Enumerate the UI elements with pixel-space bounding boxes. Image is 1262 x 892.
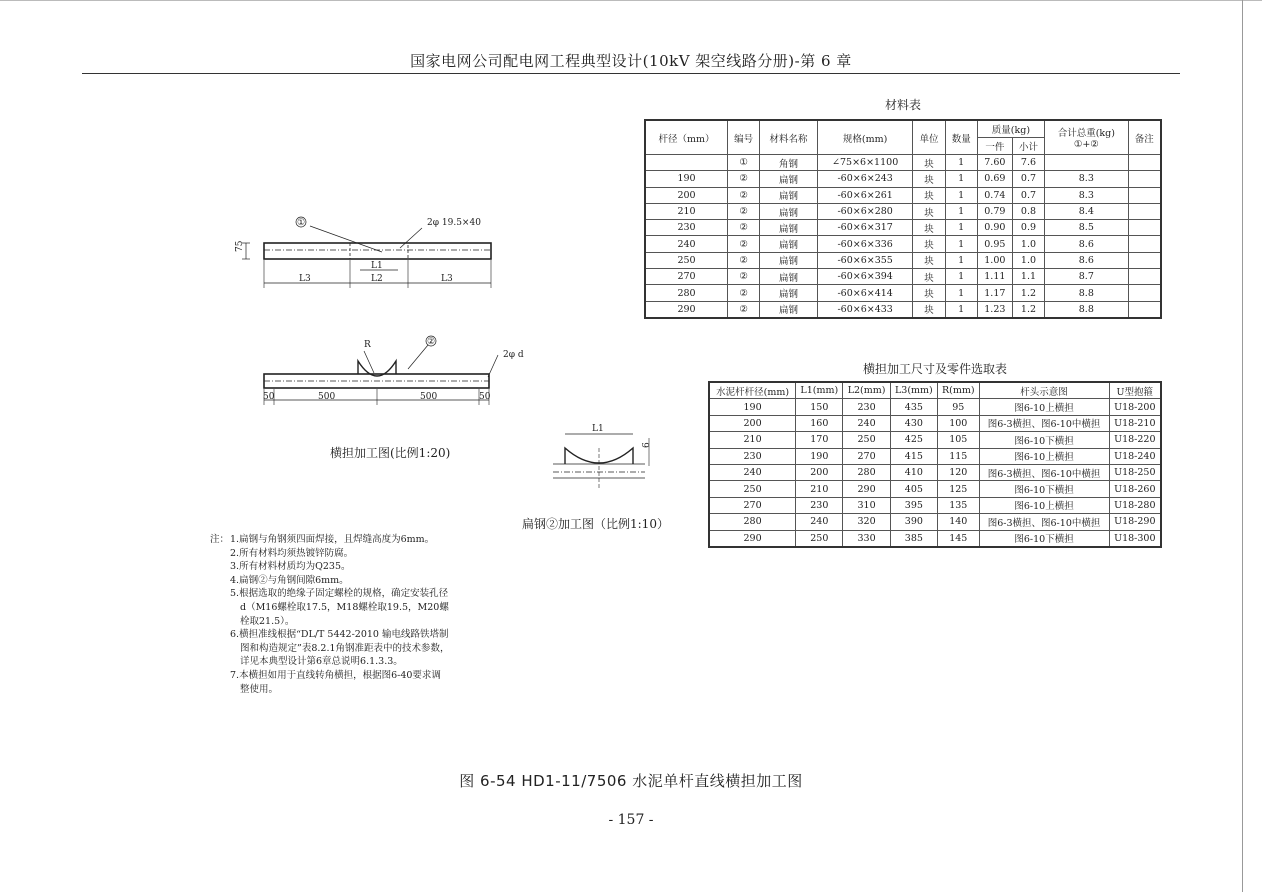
processing-cell: 120 [938, 464, 980, 480]
processing-cell: 160 [796, 415, 843, 431]
processing-cell: 410 [890, 464, 937, 480]
materials-cell: ② [728, 203, 760, 219]
processing-cell: U18-210 [1109, 415, 1161, 431]
materials-cell: 0.79 [977, 203, 1012, 219]
processing-cell: U18-240 [1109, 448, 1161, 464]
materials-row [645, 220, 1161, 236]
materials-cell: 扁钢 [760, 285, 818, 301]
processing-cell: 290 [709, 530, 796, 547]
processing-row [709, 497, 1161, 513]
processing-cell: 图6-10下横担 [979, 530, 1109, 547]
dim-l2-label: L2 [371, 274, 383, 284]
note-item: 6.横担准线根据“DL/T 5442-2010 输电线路铁塔制图和构造规定”表8.2.1角钢准距表中的技术参数，详见本典型设计第6章总说明6.1.3.3。 [230, 629, 450, 668]
materials-cell: 1 [945, 220, 977, 236]
materials-cell: ② [728, 171, 760, 187]
materials-cell: 210 [645, 203, 728, 219]
processing-cell: U18-200 [1109, 399, 1161, 415]
processing-table [708, 381, 1162, 548]
processing-cell: 135 [938, 497, 980, 513]
processing-header-cell: 水泥杆杆径(mm) [709, 382, 796, 399]
note-item: 2.所有材料均须热镀锌防腐。 [230, 547, 354, 559]
materials-cell: 0.95 [977, 236, 1012, 252]
materials-cell: 块 [913, 285, 945, 301]
materials-cell: 190 [645, 171, 728, 187]
materials-cell [1128, 155, 1161, 171]
materials-cell: ② [728, 301, 760, 318]
materials-cell: 扁钢 [760, 236, 818, 252]
materials-cell [1128, 269, 1161, 285]
materials-cell [1128, 187, 1161, 203]
col-mass-each: 一件 [977, 138, 1012, 155]
processing-table-title: 横担加工尺寸及零件选取表 [862, 362, 1007, 376]
dim-500-right-label: 500 [420, 392, 438, 402]
dim-500-left-label: 500 [318, 392, 336, 402]
processing-row [709, 481, 1161, 497]
materials-cell: 0.7 [1012, 171, 1044, 187]
header-rule [82, 73, 1180, 74]
crossarm-plan-drawing [232, 212, 492, 292]
processing-row [709, 415, 1161, 431]
processing-header-cell: L1(mm) [796, 382, 843, 399]
processing-cell: 390 [890, 514, 937, 530]
materials-cell: 280 [645, 285, 728, 301]
materials-cell [1128, 285, 1161, 301]
materials-cell: 1 [945, 203, 977, 219]
materials-cell: 块 [913, 220, 945, 236]
marker-1-label: ① [297, 218, 306, 228]
materials-cell: 扁钢 [760, 269, 818, 285]
hole-d-label: 2φ d [503, 350, 524, 360]
materials-cell [1128, 203, 1161, 219]
processing-row [709, 399, 1161, 415]
processing-cell: 200 [709, 415, 796, 431]
materials-cell: 块 [913, 252, 945, 268]
processing-cell: 图6-10上横担 [979, 497, 1109, 513]
page-border-right [1242, 0, 1243, 892]
materials-cell: 8.4 [1045, 203, 1129, 219]
materials-cell: 1.11 [977, 269, 1012, 285]
materials-cell: 1.2 [1012, 285, 1044, 301]
materials-cell: 扁钢 [760, 220, 818, 236]
processing-cell: U18-290 [1109, 514, 1161, 530]
processing-cell: 250 [709, 481, 796, 497]
processing-cell: 415 [890, 448, 937, 464]
page-border-top [0, 0, 1262, 1]
notes-label: 注： [210, 534, 230, 545]
processing-cell: 240 [843, 415, 890, 431]
processing-cell: 240 [709, 464, 796, 480]
processing-cell: 105 [938, 432, 980, 448]
col-qty: 数量 [945, 120, 977, 155]
processing-cell: 270 [709, 497, 796, 513]
hole-spec-label: 2φ 19.5×40 [427, 218, 481, 228]
materials-cell: ∠75×6×1100 [817, 155, 912, 171]
processing-cell: 405 [890, 481, 937, 497]
notes-block [210, 533, 450, 696]
materials-row [645, 155, 1161, 171]
crossarm-drawing-caption: 横担加工图(比例1:20) [330, 446, 451, 460]
processing-row [709, 530, 1161, 547]
processing-cell: 图6-10上横担 [979, 399, 1109, 415]
materials-cell: -60×6×433 [817, 301, 912, 318]
materials-cell: 1.2 [1012, 301, 1044, 318]
processing-cell: U18-260 [1109, 481, 1161, 497]
materials-cell: 扁钢 [760, 252, 818, 268]
materials-cell: 1 [945, 252, 977, 268]
processing-cell: 图6-10上横担 [979, 448, 1109, 464]
materials-cell: ② [728, 252, 760, 268]
processing-cell: 210 [796, 481, 843, 497]
materials-cell: 角钢 [760, 155, 818, 171]
materials-cell: 8.3 [1045, 171, 1129, 187]
processing-cell: 145 [938, 530, 980, 547]
processing-cell: 280 [709, 514, 796, 530]
materials-cell: 8.8 [1045, 285, 1129, 301]
materials-cell: 1 [945, 171, 977, 187]
processing-cell: 430 [890, 415, 937, 431]
materials-cell: 8.6 [1045, 252, 1129, 268]
materials-cell: 0.7 [1012, 187, 1044, 203]
col-unit: 单位 [913, 120, 945, 155]
processing-row [709, 464, 1161, 480]
materials-cell: 8.5 [1045, 220, 1129, 236]
note-item: 1.扁钢与角钢须四面焊接，且焊缝高度为6mm。 [230, 534, 435, 545]
materials-row [645, 236, 1161, 252]
materials-cell: -60×6×355 [817, 252, 912, 268]
materials-cell: ② [728, 285, 760, 301]
materials-cell: -60×6×414 [817, 285, 912, 301]
materials-table-title: 材料表 [884, 98, 921, 112]
materials-cell [1128, 220, 1161, 236]
materials-row [645, 252, 1161, 268]
materials-cell: 250 [645, 252, 728, 268]
materials-cell: 1.17 [977, 285, 1012, 301]
processing-cell: 210 [709, 432, 796, 448]
processing-cell: 270 [843, 448, 890, 464]
processing-cell: 140 [938, 514, 980, 530]
materials-cell: 8.8 [1045, 301, 1129, 318]
processing-cell: 125 [938, 481, 980, 497]
materials-cell: 1 [945, 269, 977, 285]
page-header: 国家电网公司配电网工程典型设计(10kV 架空线路分册)-第 6 章 [410, 52, 852, 70]
processing-cell: 395 [890, 497, 937, 513]
processing-cell: 95 [938, 399, 980, 415]
processing-cell: 115 [938, 448, 980, 464]
materials-cell: 扁钢 [760, 171, 818, 187]
marker-2-label: ② [427, 337, 436, 347]
dim-75-label: 75 [235, 240, 245, 252]
materials-cell: 1.23 [977, 301, 1012, 318]
materials-cell: -60×6×243 [817, 171, 912, 187]
materials-cell [645, 155, 728, 171]
materials-cell [1045, 155, 1129, 171]
processing-cell: 190 [709, 399, 796, 415]
processing-header-cell: R(mm) [938, 382, 980, 399]
col-pole: 杆径（mm） [645, 120, 728, 155]
processing-cell: 320 [843, 514, 890, 530]
processing-cell: 170 [796, 432, 843, 448]
materials-row [645, 285, 1161, 301]
processing-cell: 图6-3横担、图6-10中横担 [979, 464, 1109, 480]
dim-50-right-label: 50 [479, 392, 491, 402]
materials-cell: 1.00 [977, 252, 1012, 268]
materials-row [645, 187, 1161, 203]
materials-cell: 7.60 [977, 155, 1012, 171]
processing-cell: 230 [709, 448, 796, 464]
materials-cell: 块 [913, 187, 945, 203]
materials-cell [1128, 252, 1161, 268]
flat-steel-drawing [545, 420, 675, 500]
col-name: 材料名称 [760, 120, 818, 155]
materials-cell: 1 [945, 187, 977, 203]
materials-cell: 8.6 [1045, 236, 1129, 252]
note-item: 5.根据选取的绝缘子固定螺栓的规格，确定安装孔径d（M16螺栓取17.5，M18螺栓取19.5，M20螺栓取21.5）。 [230, 588, 449, 627]
materials-cell: ② [728, 220, 760, 236]
note-item: 4.扁钢②与角钢间隙6mm。 [230, 574, 349, 586]
processing-cell: U18-280 [1109, 497, 1161, 513]
crossarm-elevation-drawing [248, 333, 548, 413]
materials-cell: 8.3 [1045, 187, 1129, 203]
flat-steel-drawing-caption: 扁钢②加工图（比例1:10） [522, 517, 669, 531]
materials-cell: 270 [645, 269, 728, 285]
materials-cell: 0.90 [977, 220, 1012, 236]
processing-cell: 425 [890, 432, 937, 448]
col-total: 合计总重(kg) ①+② [1045, 120, 1129, 155]
materials-cell: 块 [913, 171, 945, 187]
materials-cell: 1.0 [1012, 252, 1044, 268]
note-item: 3.所有材料材质均为Q235。 [230, 561, 351, 573]
processing-cell: 310 [843, 497, 890, 513]
materials-cell: 1 [945, 301, 977, 318]
materials-row [645, 269, 1161, 285]
processing-cell: U18-250 [1109, 464, 1161, 480]
materials-cell: 0.8 [1012, 203, 1044, 219]
col-mass-sub: 小计 [1012, 138, 1044, 155]
processing-cell: U18-300 [1109, 530, 1161, 547]
materials-cell: 1 [945, 285, 977, 301]
materials-row [645, 301, 1161, 318]
materials-row [645, 171, 1161, 187]
materials-cell: 扁钢 [760, 187, 818, 203]
materials-cell: ① [728, 155, 760, 171]
flat-l1-label: L1 [592, 424, 604, 434]
dim-l3-left-label: L3 [299, 274, 311, 284]
materials-cell: 290 [645, 301, 728, 318]
processing-cell: 435 [890, 399, 937, 415]
materials-cell [1128, 171, 1161, 187]
materials-cell [1128, 301, 1161, 318]
angle-steel-outline [264, 243, 491, 259]
col-mass: 质量(kg) [977, 120, 1044, 138]
materials-cell: 0.74 [977, 187, 1012, 203]
page-number: - 157 - [608, 812, 654, 828]
materials-cell: 7.6 [1012, 155, 1044, 171]
processing-cell: 385 [890, 530, 937, 547]
materials-cell: -60×6×280 [817, 203, 912, 219]
materials-cell: 200 [645, 187, 728, 203]
dim-l1-label: L1 [371, 261, 383, 271]
materials-cell: 块 [913, 236, 945, 252]
processing-header-cell: U型抱箍 [1109, 382, 1161, 399]
processing-cell: 230 [796, 497, 843, 513]
materials-cell [1128, 236, 1161, 252]
processing-cell: 250 [843, 432, 890, 448]
processing-cell: 150 [796, 399, 843, 415]
processing-cell: 330 [843, 530, 890, 547]
materials-cell: 240 [645, 236, 728, 252]
processing-cell: 230 [843, 399, 890, 415]
materials-cell: 1 [945, 236, 977, 252]
processing-header-cell: L2(mm) [843, 382, 890, 399]
materials-row [645, 203, 1161, 219]
processing-cell: 100 [938, 415, 980, 431]
processing-cell: 290 [843, 481, 890, 497]
materials-cell: 块 [913, 155, 945, 171]
materials-cell: 0.9 [1012, 220, 1044, 236]
processing-header-cell: 杆头示意图 [979, 382, 1109, 399]
col-remark: 备注 [1128, 120, 1161, 155]
processing-row [709, 448, 1161, 464]
note-item: 7.本横担如用于直线转角横担，根据图6-40要求调整使用。 [230, 669, 441, 695]
materials-cell: 块 [913, 203, 945, 219]
materials-cell: 230 [645, 220, 728, 236]
materials-cell: 扁钢 [760, 203, 818, 219]
processing-cell: 图6-3横担、图6-10中横担 [979, 514, 1109, 530]
materials-cell: -60×6×317 [817, 220, 912, 236]
processing-row [709, 514, 1161, 530]
materials-cell: ② [728, 269, 760, 285]
materials-cell: 扁钢 [760, 301, 818, 318]
radius-label: R [364, 340, 371, 350]
processing-cell: 图6-3横担、图6-10中横担 [979, 415, 1109, 431]
materials-cell: 1.1 [1012, 269, 1044, 285]
materials-cell: 1 [945, 155, 977, 171]
dim-l3-right-label: L3 [441, 274, 453, 284]
materials-cell: 块 [913, 301, 945, 318]
col-no: 编号 [728, 120, 760, 155]
materials-cell: -60×6×261 [817, 187, 912, 203]
processing-cell: 190 [796, 448, 843, 464]
materials-cell: -60×6×336 [817, 236, 912, 252]
materials-cell: ② [728, 187, 760, 203]
processing-cell: 图6-10下横担 [979, 481, 1109, 497]
materials-table [644, 119, 1162, 319]
gap-6-label: 6 [642, 442, 652, 448]
processing-cell: 280 [843, 464, 890, 480]
materials-cell: 1.0 [1012, 236, 1044, 252]
processing-cell: 图6-10下横担 [979, 432, 1109, 448]
processing-cell: 200 [796, 464, 843, 480]
materials-cell: 块 [913, 269, 945, 285]
processing-header-cell: L3(mm) [890, 382, 937, 399]
figure-caption: 图 6-54 HD1-11/7506 水泥单杆直线横担加工图 [459, 772, 803, 790]
materials-cell: 8.7 [1045, 269, 1129, 285]
materials-cell: ② [728, 236, 760, 252]
processing-cell: 250 [796, 530, 843, 547]
processing-cell: 240 [796, 514, 843, 530]
processing-row [709, 432, 1161, 448]
dim-50-left-label: 50 [263, 392, 275, 402]
materials-cell: -60×6×394 [817, 269, 912, 285]
materials-cell: 0.69 [977, 171, 1012, 187]
col-spec: 规格(mm) [817, 120, 912, 155]
processing-cell: U18-220 [1109, 432, 1161, 448]
